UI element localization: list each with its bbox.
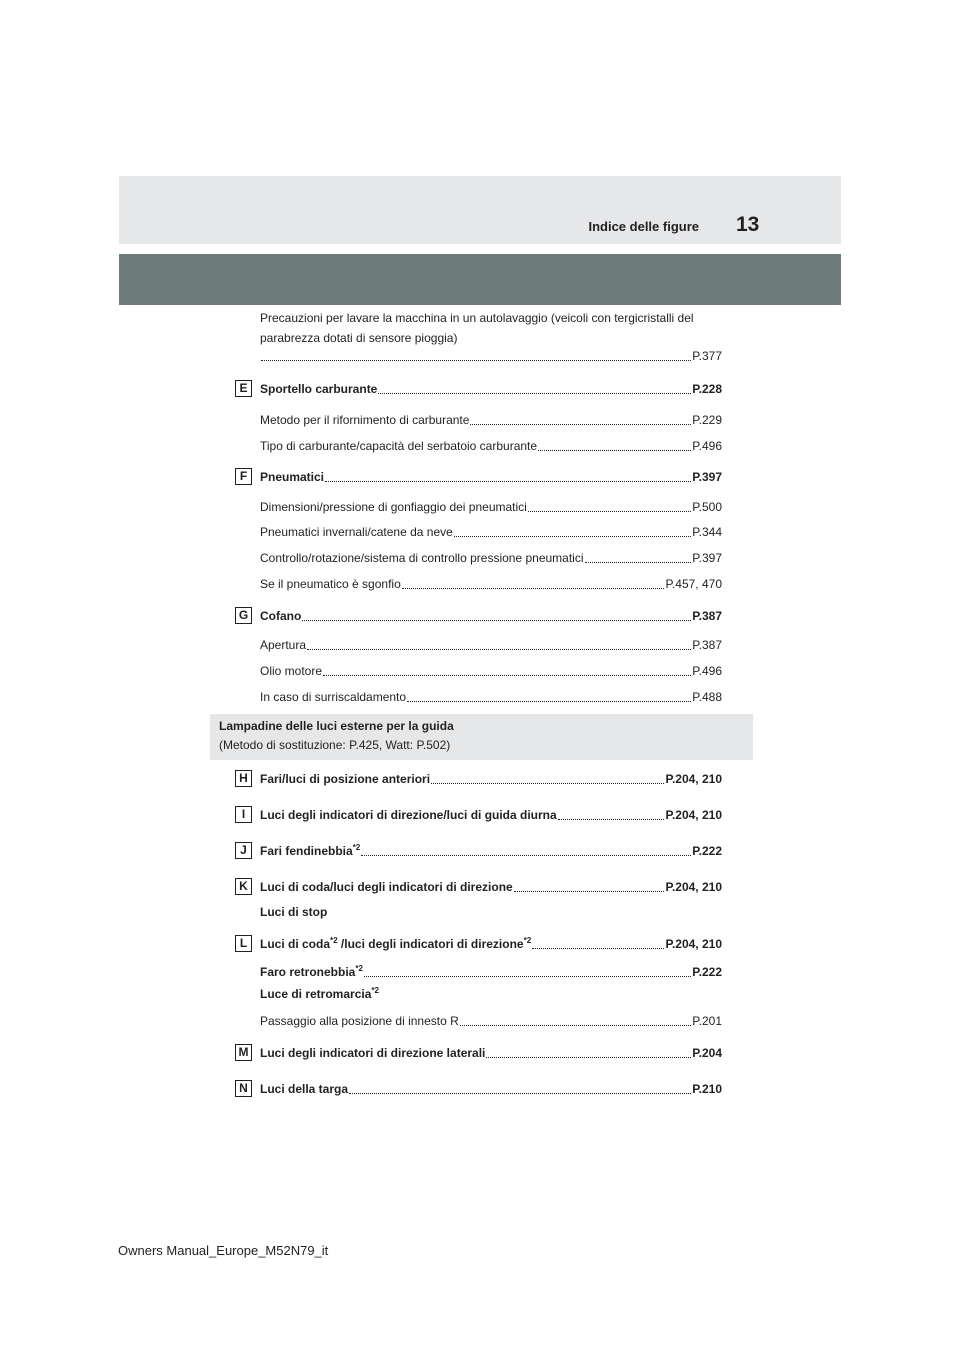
callout-letter-h: H	[235, 770, 252, 787]
entry-hood[interactable]	[260, 606, 722, 624]
callout-letter-l: L	[235, 935, 252, 952]
entry-title: Luci di coda/luci degli indicatori di direzione	[260, 880, 513, 894]
footnote-marker: *2	[330, 936, 338, 945]
entry-title	[260, 843, 360, 859]
entry-fuel-door[interactable]	[260, 379, 722, 397]
page-ref: P.377	[692, 349, 722, 363]
dot-leader	[460, 1025, 691, 1026]
entry-title-text: /luci degli indicatori di direzione	[337, 937, 524, 951]
list-item[interactable]	[260, 497, 722, 515]
page-ref: P.387	[692, 638, 722, 652]
list-item[interactable]	[260, 687, 722, 705]
entry-fog-lights[interactable]	[260, 841, 722, 859]
page-ref: P.204, 210	[665, 772, 722, 786]
page-ref: P.222	[692, 844, 722, 858]
dot-leader	[302, 620, 691, 621]
dot-leader	[325, 481, 691, 482]
entry-title	[260, 964, 363, 980]
dot-leader	[558, 819, 665, 820]
dot-leader	[402, 588, 665, 589]
entry-title: Sportello carburante	[260, 382, 378, 396]
page-ref: P.204, 210	[665, 937, 722, 951]
page-ref: P.201	[692, 1014, 722, 1028]
list-item[interactable]	[260, 548, 722, 566]
page-ref: P.496	[692, 439, 722, 453]
dot-leader	[538, 450, 691, 451]
footer-manual-id: Owners Manual_Europe_M52N79_it	[118, 1243, 329, 1258]
page-ref: P.397	[692, 470, 722, 484]
list-item[interactable]	[260, 574, 722, 592]
entry-turn-drl[interactable]	[260, 805, 722, 823]
entry-headlights[interactable]	[260, 769, 722, 787]
entry-title: Fari/luci di posizione anteriori	[260, 772, 431, 786]
page-ref: P.488	[692, 690, 722, 704]
footnote-marker: *2	[371, 986, 379, 995]
footnote-marker: *2	[352, 843, 361, 852]
callout-letter-j: J	[235, 842, 252, 859]
dot-leader	[514, 891, 665, 892]
dot-leader	[349, 1093, 691, 1094]
entry-title: Luci della targa	[260, 1082, 349, 1096]
page-ref: P.344	[692, 525, 722, 539]
page-ref: P.204	[692, 1046, 722, 1060]
callout-letter-f: F	[235, 468, 252, 485]
page-ref: P.387	[692, 609, 722, 623]
page-ref: P.204, 210	[665, 808, 722, 822]
dot-leader	[307, 649, 691, 650]
page-ref: P.496	[692, 664, 722, 678]
item-text: Tipo di carburante/capacità del serbatoio carburante	[260, 439, 538, 453]
entry-title-text: Faro retronebbia	[260, 965, 356, 979]
list-item[interactable]	[260, 410, 722, 428]
dot-leader	[486, 1057, 691, 1058]
item-text: Pneumatici invernali/catene da neve	[260, 525, 453, 539]
info-box-title: Lampadine delle luci esterne per la guida	[219, 719, 454, 733]
entry-title: Luci degli indicatori di direzione/luci di guida diurna	[260, 808, 557, 822]
entry-license-plate[interactable]	[260, 1079, 722, 1097]
list-item[interactable]	[260, 661, 722, 679]
stop-lights-label: Luci di stop	[260, 905, 328, 919]
footnote-marker: *2	[355, 964, 363, 973]
page-ref: P.229	[692, 413, 722, 427]
entry-title: Luci degli indicatori di direzione laterali	[260, 1046, 486, 1060]
page-ref: P.228	[692, 382, 722, 396]
callout-letter-i: I	[235, 806, 252, 823]
intro-line-2: parabrezza dotati di sensore pioggia)	[260, 331, 458, 345]
list-item[interactable]	[260, 522, 722, 540]
list-item[interactable]	[260, 635, 722, 653]
page-ref: P.204, 210	[665, 880, 722, 894]
entry-title: Pneumatici	[260, 470, 325, 484]
dot-leader	[407, 701, 691, 702]
dot-leader	[528, 511, 691, 512]
item-text: Apertura	[260, 638, 307, 652]
dot-leader	[532, 948, 664, 949]
page-ref: P.457, 470	[665, 577, 722, 591]
callout-letter-g: G	[235, 607, 252, 624]
callout-letter-n: N	[235, 1080, 252, 1097]
dot-leader	[361, 855, 691, 856]
item-text: Passaggio alla posizione di innesto R	[260, 1014, 459, 1028]
page-ref: P.397	[692, 551, 722, 565]
dot-leader	[431, 783, 664, 784]
list-item[interactable]	[260, 436, 722, 454]
entry-tires[interactable]	[260, 467, 722, 485]
dot-leader	[261, 360, 691, 361]
item-text: Controllo/rotazione/sistema di controllo pressione pneumatici	[260, 551, 584, 565]
page-ref: P.210	[692, 1082, 722, 1096]
item-text: Olio motore	[260, 664, 323, 678]
entry-side-turn[interactable]	[260, 1043, 722, 1061]
bulbs-info-box	[210, 714, 753, 760]
intro-page-row[interactable]	[260, 346, 722, 364]
intro-line-1: Precauzioni per lavare la macchina in un autolavaggio (veicoli con tergicristalli del	[260, 311, 694, 325]
header-bar	[119, 254, 841, 305]
page-ref: P.222	[692, 965, 722, 979]
callout-letter-m: M	[235, 1044, 252, 1061]
callout-letter-k: K	[235, 878, 252, 895]
page-number: 13	[736, 213, 760, 236]
info-box-subtitle: (Metodo di sostituzione: P.425, Watt: P.502)	[219, 738, 451, 752]
reverse-light-label	[260, 986, 379, 1002]
entry-title	[260, 936, 531, 952]
dot-leader	[454, 536, 691, 537]
entry-title-text: Luci di coda	[260, 937, 331, 951]
item-text: In caso di surriscaldamento	[260, 690, 407, 704]
item-text: Se il pneumatico è sgonfio	[260, 577, 401, 591]
dot-leader	[470, 424, 691, 425]
entry-rear-tail-turn[interactable]	[260, 934, 722, 952]
dot-leader	[364, 976, 691, 977]
callout-letter-e: E	[235, 380, 252, 397]
header-band	[119, 176, 841, 244]
dot-leader	[585, 562, 692, 563]
dot-leader	[323, 675, 691, 676]
footnote-marker: *2	[523, 936, 532, 945]
page-ref: P.500	[692, 500, 722, 514]
dot-leader	[378, 393, 691, 394]
item-text: Dimensioni/pressione di gonfiaggio dei pneumatici	[260, 500, 527, 514]
entry-rear-fog[interactable]	[260, 962, 722, 980]
list-item[interactable]	[260, 1011, 722, 1029]
section-title: Indice delle figure	[588, 219, 699, 234]
entry-tail-turn[interactable]	[260, 877, 722, 895]
entry-title-text: Fari fendinebbia	[260, 844, 353, 858]
item-text: Metodo per il rifornimento di carburante	[260, 413, 470, 427]
entry-title: Cofano	[260, 609, 302, 623]
entry-title-text: Luce di retromarcia	[260, 987, 372, 1001]
